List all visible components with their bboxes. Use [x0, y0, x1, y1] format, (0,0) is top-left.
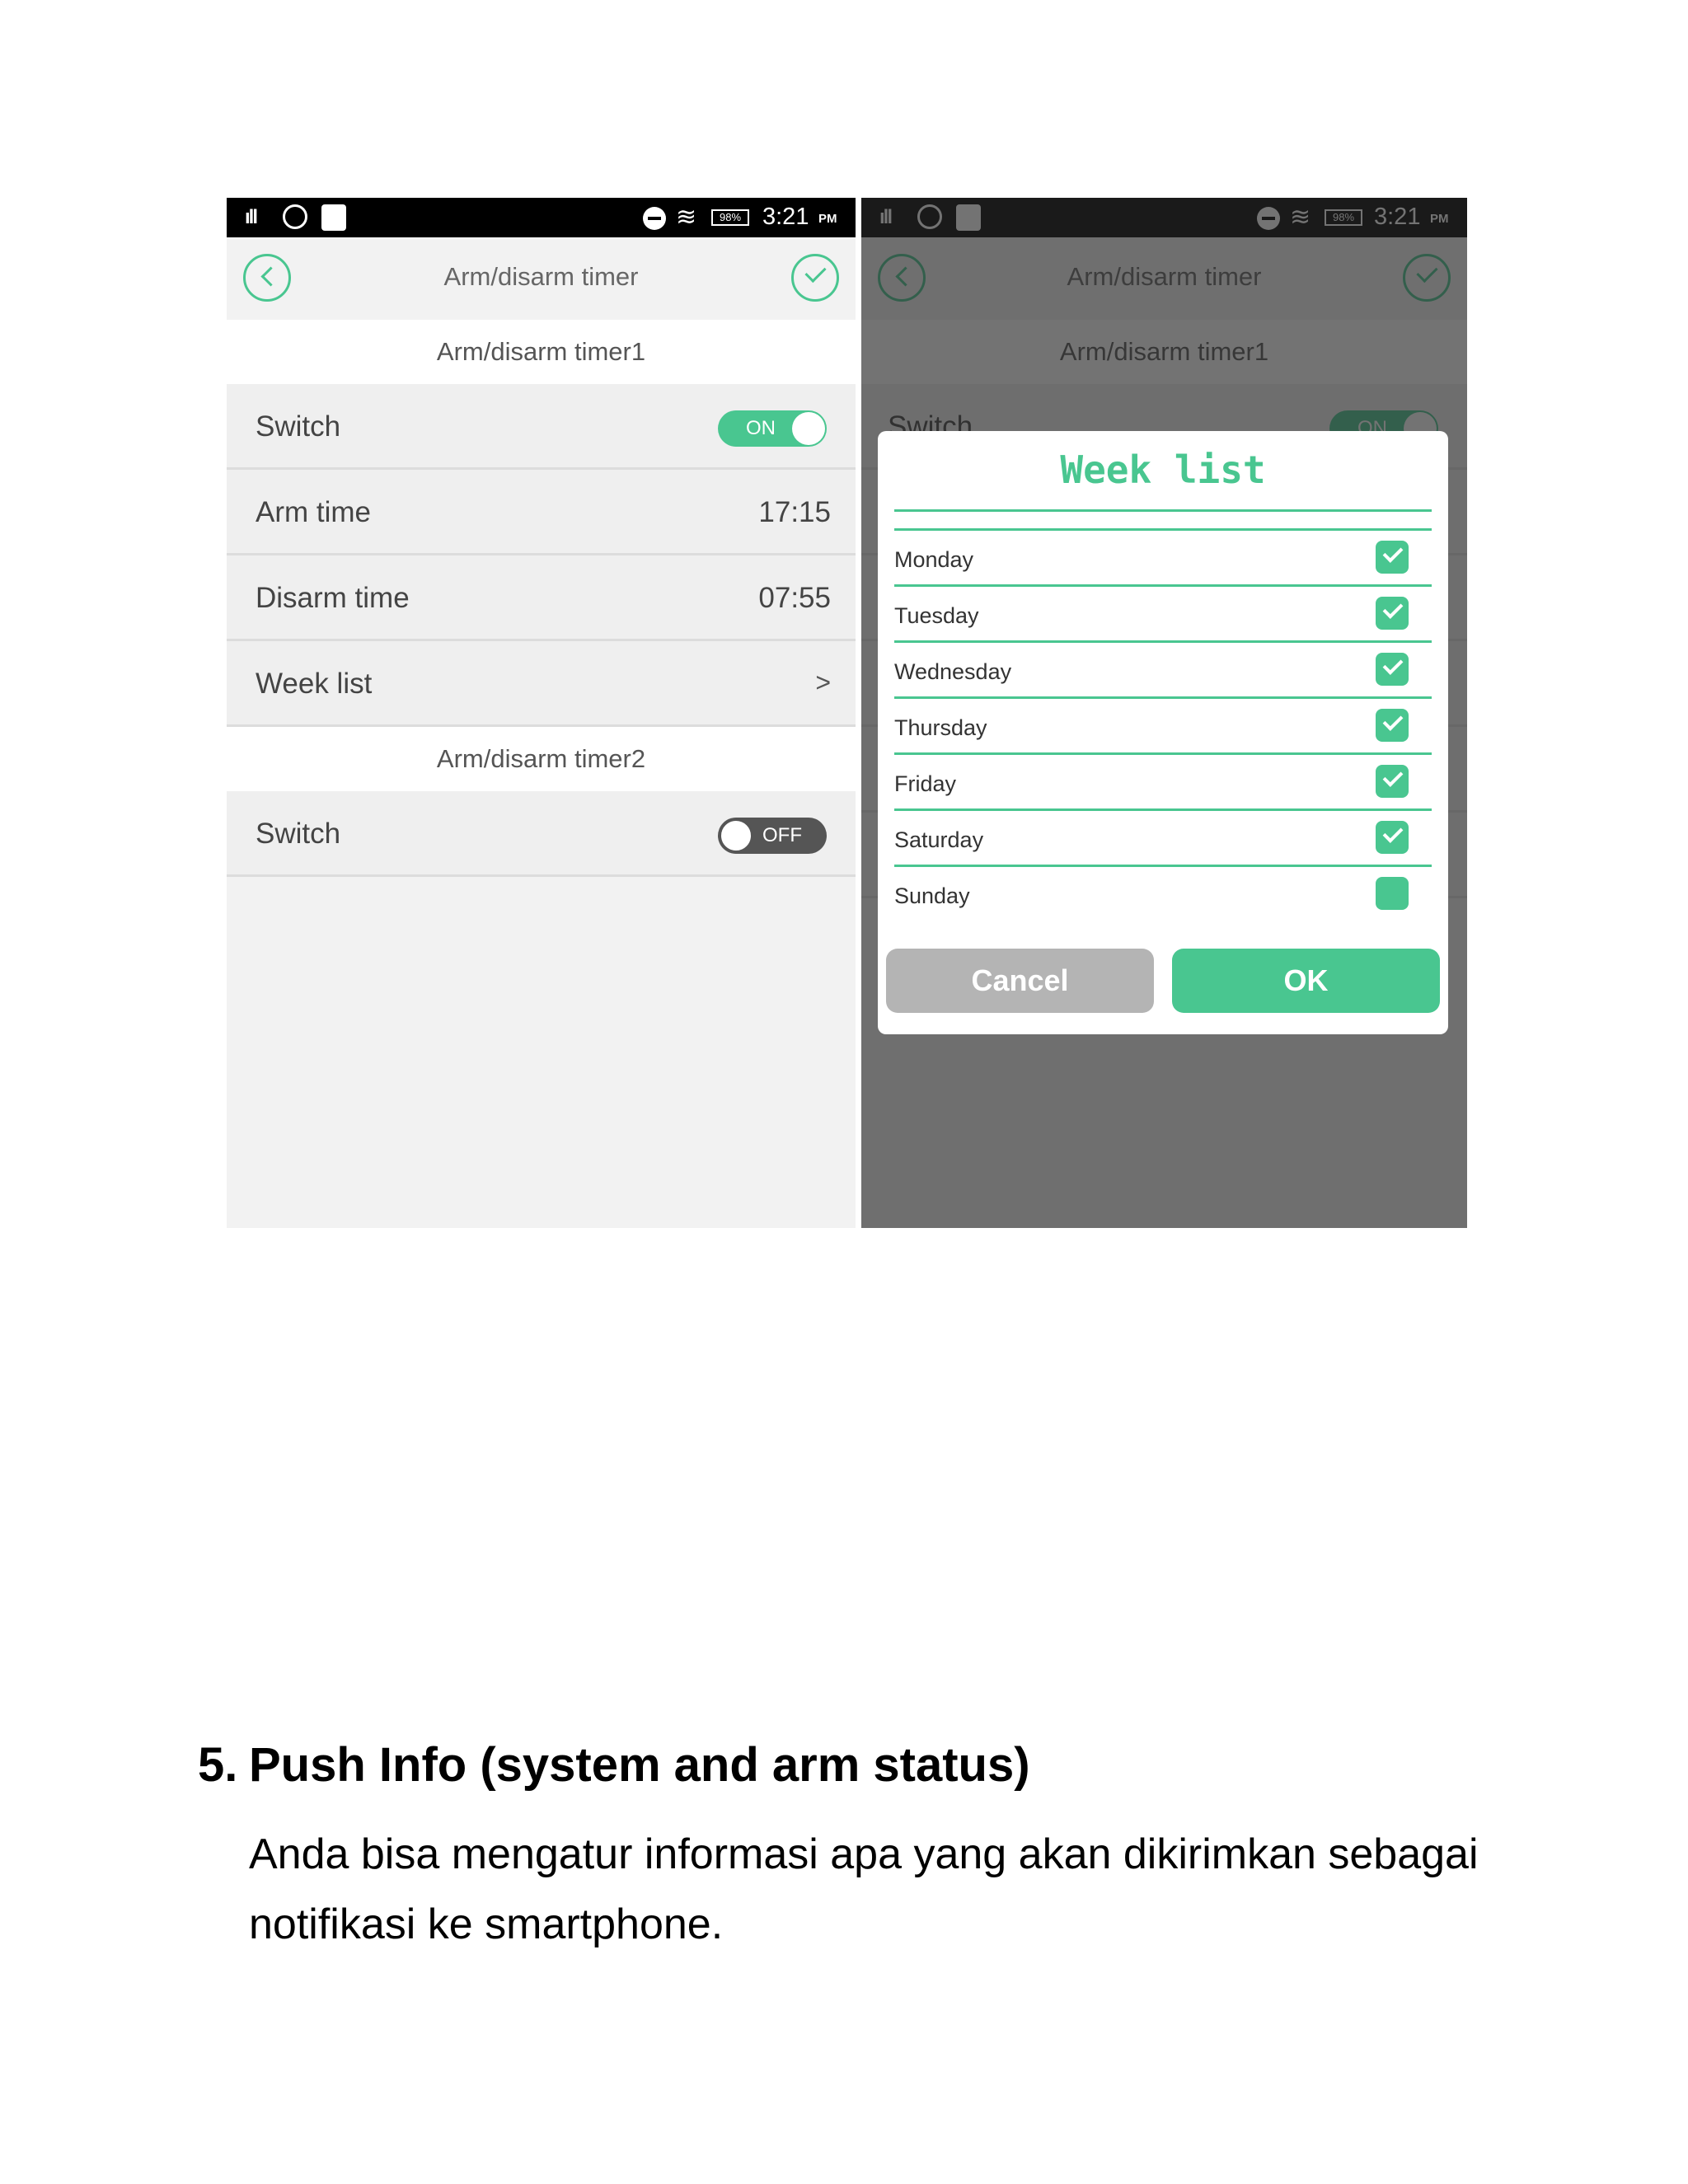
day-label: Monday — [894, 547, 974, 572]
do-not-disturb-icon — [643, 207, 666, 230]
day-label: Friday — [894, 771, 957, 796]
disarm-time-row[interactable] — [227, 555, 856, 641]
arm-time-row[interactable] — [227, 470, 856, 555]
toggle-state: ON — [746, 417, 776, 439]
day-row-wednesday[interactable] — [894, 643, 1432, 699]
switch-label: Switch — [256, 410, 341, 443]
sunday-checkbox[interactable] — [1376, 877, 1409, 910]
title-divider — [894, 509, 1432, 512]
section-heading — [198, 1737, 1030, 1793]
arm-time-value: 17:15 — [758, 496, 831, 528]
wifi-icon: ≋ — [676, 204, 697, 231]
disarm-time-label: Disarm time — [256, 582, 410, 614]
toggle-knob — [792, 412, 825, 445]
day-row-thursday[interactable] — [894, 699, 1432, 755]
wednesday-checkbox[interactable] — [1376, 653, 1409, 686]
status-bar — [227, 198, 856, 237]
screenshot-week-list-dialog — [861, 198, 1467, 1228]
screenshot-timer-settings — [227, 198, 856, 1228]
day-row-monday[interactable] — [894, 531, 1432, 587]
day-label: Thursday — [894, 715, 987, 740]
day-label: Sunday — [894, 883, 970, 908]
nav-bar — [227, 237, 856, 320]
day-row-sunday[interactable] — [894, 867, 1432, 923]
timer1-switch-row — [227, 384, 856, 470]
thursday-checkbox[interactable] — [1376, 709, 1409, 742]
disarm-time-value: 07:55 — [758, 582, 831, 614]
dialog-title: Week list — [1060, 448, 1266, 492]
week-list-row[interactable] — [227, 641, 856, 727]
saturday-checkbox[interactable] — [1376, 821, 1409, 854]
day-row-tuesday[interactable] — [894, 587, 1432, 643]
timer1-header: Arm/disarm timer1 — [227, 320, 856, 384]
cancel-button[interactable]: Cancel — [886, 949, 1154, 1013]
status-ampm: PM — [818, 212, 837, 226]
chevron-right-icon: > — [815, 668, 831, 697]
timer2-switch-toggle[interactable] — [718, 818, 827, 854]
battery-icon: 98% — [711, 209, 749, 226]
signal-icon: ıll — [245, 206, 257, 228]
status-time: 3:21 — [762, 204, 809, 230]
day-row-saturday[interactable] — [894, 811, 1432, 867]
toggle-knob — [720, 819, 753, 852]
section-paragraph: Anda bisa mengatur informasi apa yang akan dikirimkan sebagai notifikasi ke smartphone. — [249, 1830, 1479, 1948]
tuesday-checkbox[interactable] — [1376, 597, 1409, 630]
toggle-state: OFF — [762, 824, 802, 846]
day-label: Tuesday — [894, 603, 979, 628]
friday-checkbox[interactable] — [1376, 765, 1409, 798]
notification-icon — [321, 204, 346, 231]
day-label: Saturday — [894, 827, 984, 852]
week-list-label: Week list — [256, 668, 373, 700]
day-label: Wednesday — [894, 659, 1012, 684]
switch-label: Switch — [256, 818, 341, 850]
week-list-dialog — [878, 431, 1448, 1034]
day-row-friday[interactable] — [894, 755, 1432, 811]
page-title: Arm/disarm timer — [443, 262, 639, 291]
ok-button[interactable]: OK — [1172, 949, 1440, 1013]
monday-checkbox[interactable] — [1376, 541, 1409, 574]
heading-text: Push Info (system and arm status) — [249, 1738, 1030, 1792]
arm-time-label: Arm time — [256, 496, 371, 528]
heading-number: 5. — [198, 1738, 238, 1792]
timer2-header: Arm/disarm timer2 — [227, 727, 856, 791]
timer2-switch-row — [227, 791, 856, 877]
timer1-switch-toggle[interactable] — [718, 410, 827, 447]
whatsapp-icon — [283, 204, 307, 229]
confirm-button[interactable] — [791, 254, 839, 302]
